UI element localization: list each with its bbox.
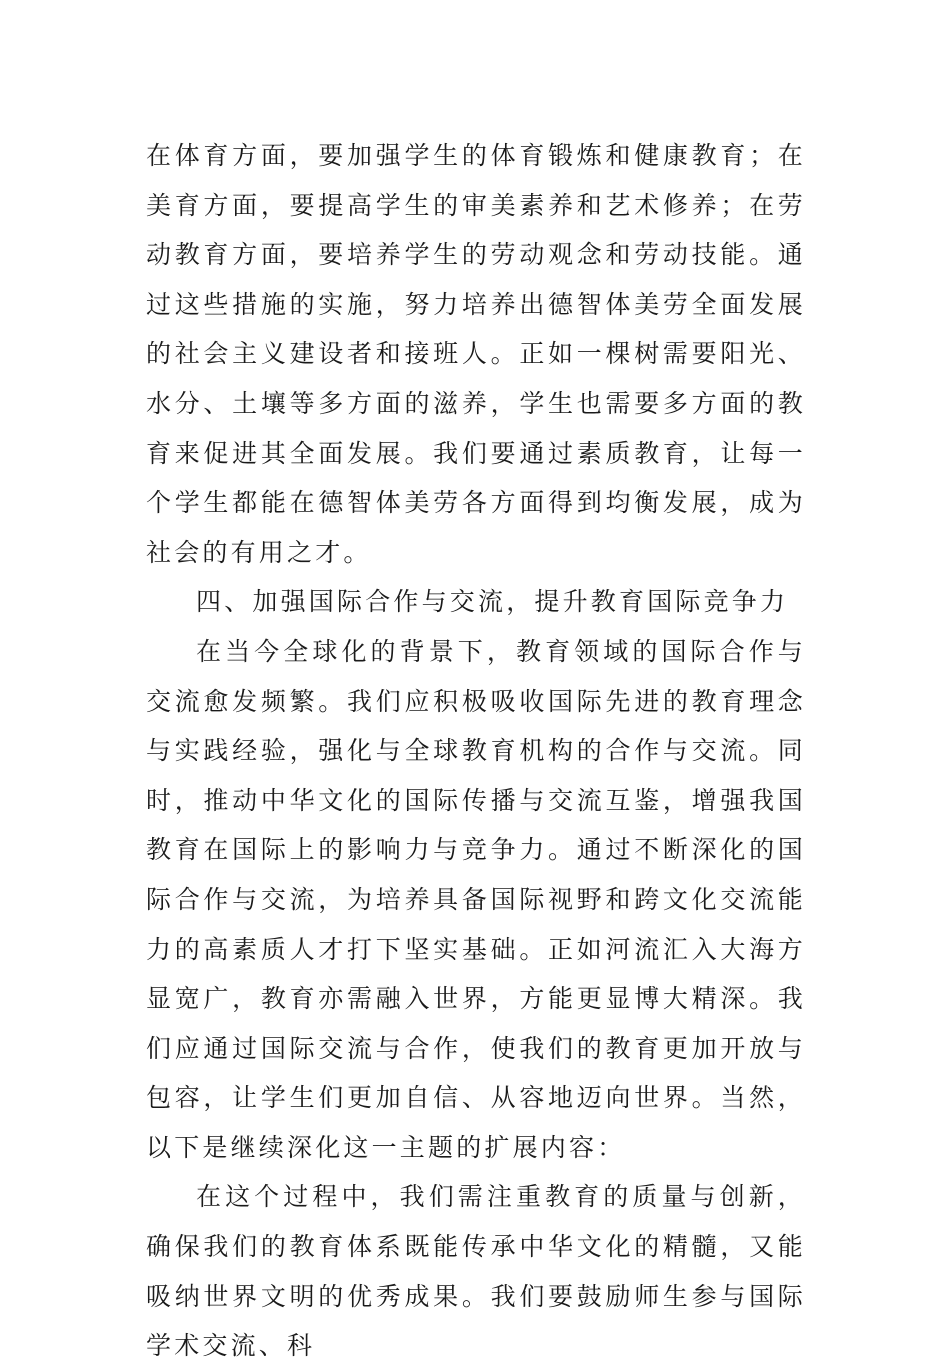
paragraph-international-cooperation: 在当今全球化的背景下，教育领域的国际合作与交流愈发频繁。我们应积极吸收国际先进的教育理念与实践经验，强化与全球教育机构的合作与交流。同时，推动中华文化的国际传播与交流互鉴，增强我国教育在国际上的影响力与竞争力。通过不断深化的国际合作与交流，为培养具备国际视野和跨文化交流能力的高素质人才打下坚实基础。正如河流汇入大海方显宽广，教育亦需融入世界，方能更显博大精深。我们应通过国际交流与合作，使我们的教育更加开放与包容，让学生们更加自信、从容地迈向世界。当然，以下是继续深化这一主题的扩展内容： bbox=[146, 636, 806, 1162]
section-heading: 四、加强国际合作与交流，提升教育国际竞争力 bbox=[196, 587, 789, 617]
paragraph-quality-innovation: 在这个过程中，我们需注重教育的质量与创新，确保我们的教育体系既能传承中华文化的精髓，又能吸纳世界文明的优秀成果。我们要鼓励师生参与国际学术交流、科 bbox=[146, 1182, 806, 1361]
paragraph-continued: 在体育方面，要加强学生的体育锻炼和健康教育；在美育方面，要提高学生的审美素养和艺术修养；在劳动教育方面，要培养学生的劳动观念和劳动技能。通过这些措施的实施，努力培养出德智体美劳全面发展的社会主义建设者和接班人。正如一棵树需要阳光、水分、土壤等多方面的滋养，学生也需要多方面的教育来促进其全面发展。我们要通过素质教育，让每一个学生都能在德智体美劳各方面得到均衡发展，成为社会的有用之才。 bbox=[146, 141, 806, 567]
document-body bbox=[146, 131, 806, 1371]
